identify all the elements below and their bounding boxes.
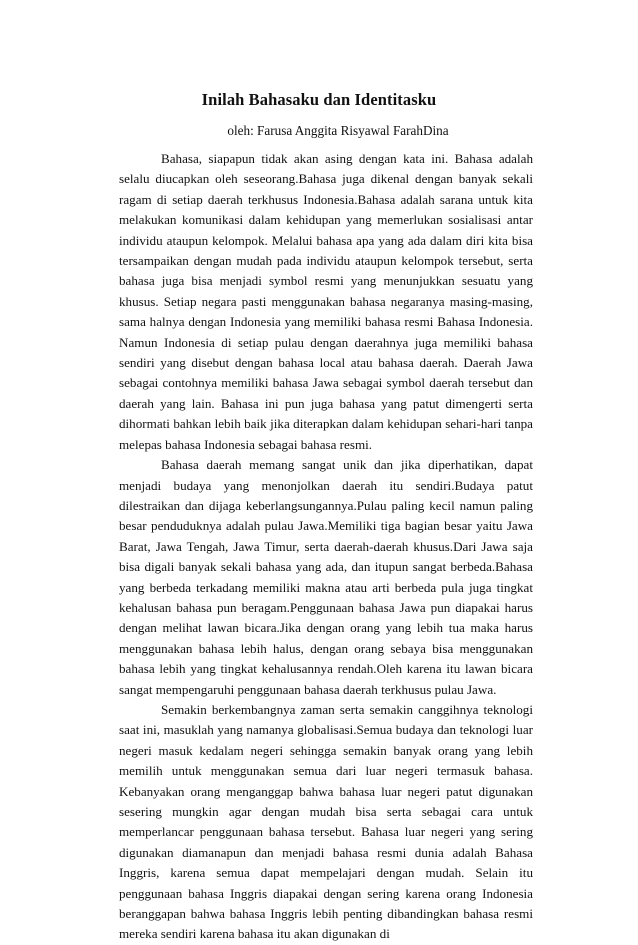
page-title: Inilah Bahasaku dan Identitasku [201,90,437,109]
author-line: oleh: Farusa Anggita Risyawal FarahDina [227,123,449,138]
paragraph-3: Semakin berkembangnya zaman serta semakin canggihnya teknologi saat ini, masuklah yang namanya globalisasi.Semua budaya dan teknologi luar negeri masuk kedalam negeri sehingga semakin banyak orang yang lebih memilih untuk menggunakan semua dari luar negeri termasuk bahasa. Kebanyakan orang menganggap bahwa bahasa luar negeri patut digunakan sesering mungkin agar dengan mudah bisa serta sebagai cara untuk memperlancar penggunaan bahasa tersebut. Bahasa luar negeri yang sering digunakan diamanapun dan menjadi bahasa resmi dunia adalah Bahasa Inggris, karena semua dapat mempelajari dengan mudah. Selain itu penggunaan bahasa Inggris diapakai dengan sering karena orang Indonesia beranggapan bahwa bahasa Inggris lebih penting dibandingkan bahasa resmi mereka sendiri karena bahasa itu akan digunakan di [119,701,533,942]
paragraph-1: Bahasa, siapapun tidak akan asing dengan kata ini. Bahasa adalah selalu diucapkan oleh seseorang.Bahasa juga dikenal dengan banyak sekali ragam di setiap daerah terkhusus Indonesia.Bahasa adalah sarana untuk kita melakukan komunikasi dalam kehidupan yang memerlukan sosialisasi antar individu ataupun kelompok. Melalui bahasa apa yang ada dalam diri kita bisa tersampaikan dengan mudah pada individu ataupun kelompok tersebut, serta bahasa juga bisa menjadi symbol resmi yang menunjukkan sesuatu yang khusus. Setiap negara pasti menggunakan bahasa negaranya masing-masing, sama halnya dengan Indonesia yang memiliki bahasa resmi Bahasa Indonesia. Namun Indonesia di setiap pulau dengan daerahnya juga memiliki bahasa sendiri yang disebut dengan bahasa local atau bahasa daerah. Daerah Jawa sebagai contohnya memiliki bahasa Jawa sebagai symbol daerah tersebut dan daerah yang lain. Bahasa ini pun juga bahasa yang patut dimengerti serta dihormati bahkan lebih baik jika diterapkan dalam kehidupan sehari-hari tanpa melepas bahasa Indonesia sebagai bahasa resmi. [119,151,533,452]
paragraph-2: Bahasa daerah memang sangat unik dan jika diperhatikan, dapat menjadi budaya yang menonjolkan daerah itu sendiri.Budaya patut dilestraikan dan dijaga keberlangsungannya.Pulau paling kecil namun paling besar penduduknya adalah pulau Jawa.Memiliki tiga bagian besar yaitu Jawa Barat, Jawa Tengah, Jawa Timur, serta daerah-daerah khusus.Dari Jawa saja bisa digali banyak sekali bahasa yang ada, dan itupun sangat berbeda.Bahasa yang berbeda terkadang memiliki makna atau arti berbeda pula juga tingkat kehalusan bahasa pun beragam.Penggunaan bahasa Jawa pun diapakai harus dengan melihat lawan bicara.Jika dengan orang yang lebih tua maka harus menggunakan bahasa lebih halus, dengan orang sebaya bisa menggunakan bahasa lebih yang tingkat kehalusannya rendah.Oleh karena itu lawan bicara sangat mempengaruhi penggunaan bahasa daerah terkhusus pulau Jawa. [119,457,533,697]
document-body [119,149,533,945]
